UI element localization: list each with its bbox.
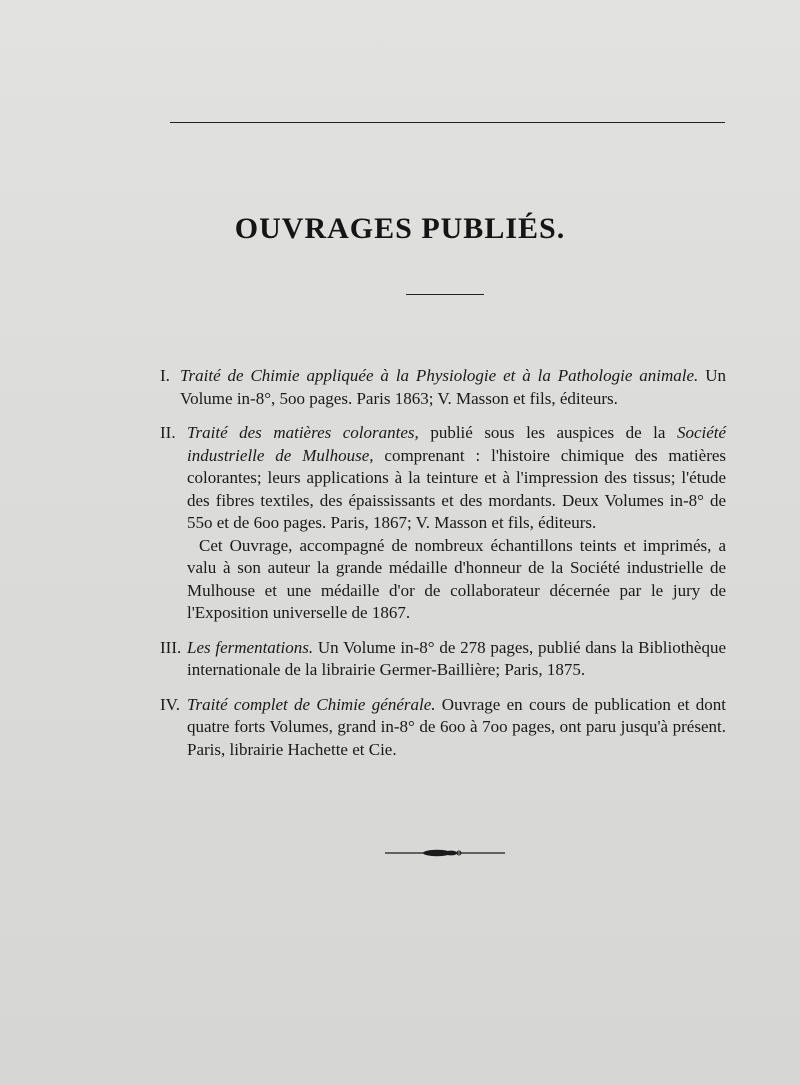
page-title: OUVRAGES PUBLIÉS. [234, 212, 566, 245]
entry-society: Société industrielle de Mulhouse, [187, 423, 727, 465]
entry-description: Un Volume in-8°, 5oo pages. Paris 1863; V. Masson et fils, éditeurs. [180, 366, 726, 408]
publication-list [160, 365, 726, 773]
fleuron-ornament [385, 846, 505, 860]
entry-title: Traité de Chimie appliquée à la Physiologie et à la Pathologie animale. [180, 366, 699, 385]
entry-title: Traité des matières colorantes, [187, 423, 419, 442]
entry-number: I. [160, 366, 170, 385]
publication-entry-1 [160, 365, 726, 410]
entry-number: II. [160, 423, 176, 442]
publication-entry-4 [160, 694, 726, 762]
entry-auspices-text: publié sous les auspices de la [430, 423, 666, 442]
entry-number: IV. [160, 694, 180, 714]
entry-description: Ouvrage en cours de publication et dont quatre forts Volumes, grand in-8° de 6oo à 7oo pages, ont paru jusqu'à présent. Paris, librairie Hachette et Cie. [187, 694, 726, 759]
entry-description: comprenant : l'histoire chimique des matières colorantes; leurs applications à la teinture et à l'impression des tissus; l'étude des fibres textiles, des épaississants et des mordants. Deux Volumes in-8° de 55o et de 6oo pages. Paris, 1867; V. Masson et fils, éditeurs. [187, 445, 727, 532]
publication-entry-2 [160, 422, 726, 625]
title-rule [406, 294, 484, 295]
entry-note: Cet Ouvrage, accompagné de nombreux échantillons teints et imprimés, a valu à son auteur la grande médaille d'honneur de la Société industrielle de Mulhouse et une médaille d'or de collaborateur décernée par le jury de l'Exposition universelle de 1867. [187, 535, 726, 622]
top-rule [170, 122, 725, 123]
entry-number: III. [160, 637, 182, 657]
entry-description: Un Volume in-8° de 278 pages, publié dans la Bibliothèque internationale de la librairie Germer-Baillière; Paris, 1875. [187, 637, 727, 679]
entry-title: Traité complet de Chimie générale. [187, 694, 436, 714]
entry-title: Les fermentations. [187, 637, 314, 657]
publication-entry-3 [160, 637, 726, 682]
